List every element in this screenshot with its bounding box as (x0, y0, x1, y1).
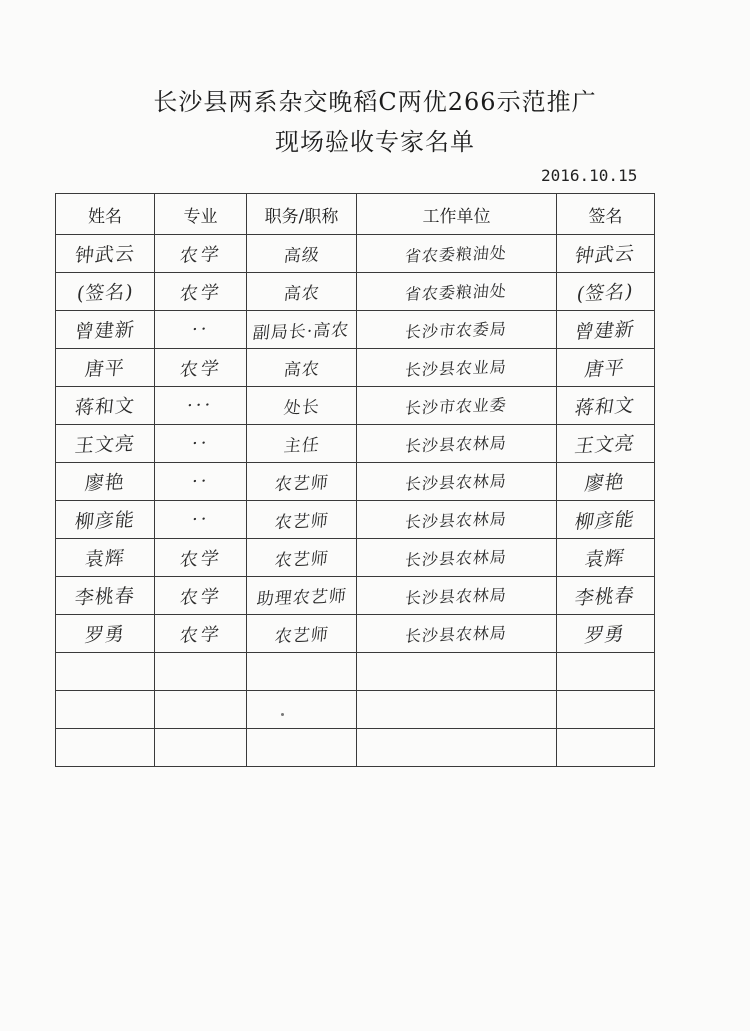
cell-title: 助理农艺师 (255, 586, 348, 610)
table-row-empty (56, 729, 655, 767)
cell-unit: 长沙县农林局 (404, 471, 509, 494)
cell-name: (签名) (75, 280, 135, 306)
cell-name: 柳彦能 (73, 508, 136, 534)
cell-major: ·· (190, 318, 211, 341)
table-row (56, 235, 655, 273)
column-header-title: 职务/职称 (247, 194, 357, 235)
cell-name: 唐平 (83, 357, 126, 381)
cell-name (56, 691, 155, 729)
cell-major: ·· (190, 508, 211, 531)
paper-speck (281, 713, 284, 716)
cell-name (56, 653, 155, 691)
cell-major: 农学 (178, 281, 223, 305)
table-row (56, 273, 655, 311)
cell-title: 高农 (282, 359, 321, 381)
cell-name: 李桃春 (73, 584, 136, 610)
cell-name: 曾建新 (73, 318, 136, 344)
cell-signature (557, 691, 655, 729)
cell-unit: 长沙县农林局 (404, 547, 509, 570)
cell-major (155, 653, 247, 691)
cell-major: 农学 (178, 623, 223, 647)
cell-signature: 王文亮 (573, 432, 637, 458)
cell-unit: 省农委粮油处 (404, 243, 509, 266)
cell-name (56, 729, 155, 767)
cell-name: 罗勇 (83, 623, 126, 647)
cell-major (155, 729, 247, 767)
cell-name: 王文亮 (73, 432, 136, 458)
cell-unit: 长沙县农林局 (404, 433, 509, 456)
cell-signature: 钟武云 (573, 242, 637, 268)
cell-major: ·· (190, 432, 211, 455)
cell-major: ··· (186, 394, 215, 417)
cell-major: 农学 (178, 547, 223, 571)
column-header-major: 专业 (155, 194, 247, 235)
cell-major (155, 691, 247, 729)
cell-title: 副局长·高农 (252, 320, 351, 344)
cell-signature: 廖艳 (583, 470, 627, 496)
column-header-signature: 签名 (557, 194, 655, 235)
table-row (56, 577, 655, 615)
cell-name: 蒋和文 (73, 394, 136, 420)
cell-unit (357, 691, 557, 729)
cell-unit: 长沙县农林局 (404, 585, 509, 608)
cell-major: 农学 (178, 243, 223, 267)
cell-name: 钟武云 (73, 242, 136, 268)
table-body (56, 235, 655, 767)
column-header-name: 姓名 (56, 194, 155, 235)
cell-unit (357, 653, 557, 691)
cell-signature: 罗勇 (583, 622, 627, 648)
table-row-empty (56, 691, 655, 729)
cell-signature: 蒋和文 (573, 394, 637, 420)
expert-roster-table (55, 193, 655, 767)
cell-major: ·· (190, 470, 211, 493)
table-row (56, 501, 655, 539)
table-row (56, 463, 655, 501)
cell-signature (557, 729, 655, 767)
cell-signature: 唐平 (583, 356, 627, 382)
cell-title: 高级 (282, 245, 321, 267)
cell-unit (357, 729, 557, 767)
document-title: 长沙县两系杂交晚稻C两优266示范推广 (153, 88, 597, 116)
cell-unit: 长沙县农业局 (404, 357, 509, 380)
table-row (56, 425, 655, 463)
cell-signature: 袁辉 (583, 546, 627, 572)
table-row (56, 311, 655, 349)
cell-title: 农艺师 (273, 549, 330, 571)
cell-title: 农艺师 (273, 625, 330, 647)
cell-signature: (签名) (575, 280, 636, 306)
document-subtitle: 现场验收专家名单 (275, 128, 475, 156)
cell-signature (557, 653, 655, 691)
cell-signature: 柳彦能 (573, 508, 637, 534)
cell-unit: 长沙市农业委 (404, 395, 509, 418)
cell-title: 处长 (282, 397, 321, 419)
cell-name: 袁辉 (83, 547, 126, 571)
table-row (56, 615, 655, 653)
cell-unit: 长沙县农林局 (404, 623, 509, 646)
table-row (56, 387, 655, 425)
cell-title: 主任 (282, 435, 321, 457)
cell-title (247, 729, 357, 767)
cell-major: 农学 (178, 585, 223, 609)
cell-unit: 省农委粮油处 (404, 281, 509, 304)
cell-signature: 李桃春 (573, 584, 637, 610)
cell-title (247, 653, 357, 691)
cell-signature: 曾建新 (573, 318, 637, 344)
document-date: 2016.10.15 (541, 166, 638, 185)
table-row (56, 349, 655, 387)
cell-unit: 长沙市农委局 (404, 319, 509, 342)
cell-title (247, 691, 357, 729)
cell-title: 农艺师 (273, 511, 330, 533)
cell-unit: 长沙县农林局 (404, 509, 509, 532)
cell-title: 农艺师 (273, 473, 330, 495)
table-header-row (56, 194, 655, 235)
column-header-unit: 工作单位 (357, 194, 557, 235)
table-row (56, 539, 655, 577)
cell-title: 高农 (282, 283, 321, 305)
table-row-empty (56, 653, 655, 691)
cell-major: 农学 (178, 357, 223, 381)
cell-name: 廖艳 (83, 471, 126, 495)
